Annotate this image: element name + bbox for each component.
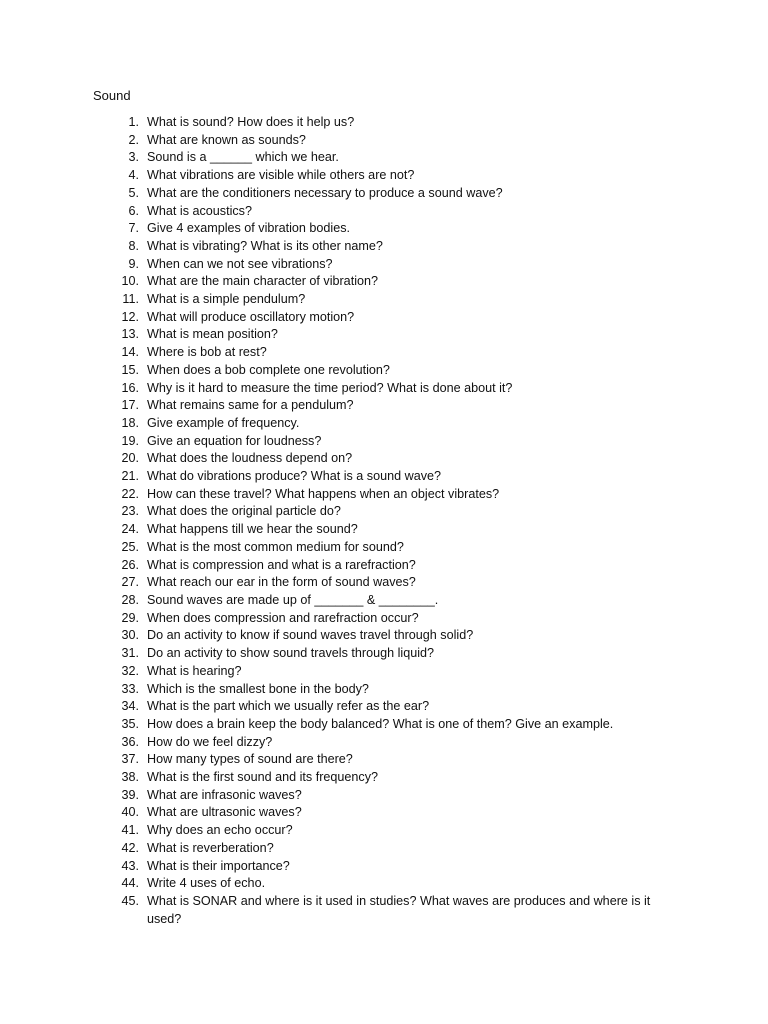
question-text: Do an activity to show sound travels through liquid? bbox=[147, 646, 435, 661]
question-number-label: 8. bbox=[128, 238, 139, 253]
question-number bbox=[93, 291, 139, 309]
question-number-label: 3. bbox=[128, 150, 139, 165]
question-text: What vibrations are visible while others are not? bbox=[147, 168, 415, 183]
question-number-label: 20. bbox=[121, 451, 139, 466]
question-number bbox=[93, 734, 139, 752]
question-number bbox=[93, 592, 139, 610]
question-number-label: 22. bbox=[121, 486, 139, 501]
question-item bbox=[93, 769, 663, 787]
question-number bbox=[93, 220, 139, 238]
question-item bbox=[93, 592, 663, 610]
question-text: What does the original particle do? bbox=[147, 504, 341, 519]
question-number-label: 34. bbox=[121, 699, 139, 714]
question-item bbox=[93, 114, 663, 132]
question-item bbox=[93, 645, 663, 663]
question-text: What do vibrations produce? What is a sound wave? bbox=[147, 469, 442, 484]
question-item bbox=[93, 627, 663, 645]
question-number bbox=[93, 645, 139, 663]
question-text: Where is bob at rest? bbox=[147, 345, 267, 360]
question-text: How many types of sound are there? bbox=[147, 752, 353, 767]
question-number-label: 24. bbox=[121, 522, 139, 537]
question-number bbox=[93, 238, 139, 256]
question-number-label: 25. bbox=[121, 539, 139, 554]
question-number bbox=[93, 787, 139, 805]
question-item bbox=[93, 840, 663, 858]
question-text: What is reverberation? bbox=[147, 840, 274, 855]
question-number bbox=[93, 415, 139, 433]
question-item bbox=[93, 203, 663, 221]
question-number-label: 37. bbox=[121, 752, 139, 767]
question-text: Why is it hard to measure the time period? What is done about it? bbox=[147, 380, 513, 395]
question-text: What will produce oscillatory motion? bbox=[147, 309, 355, 324]
question-number-label: 9. bbox=[128, 256, 139, 271]
question-item bbox=[93, 521, 663, 539]
question-item bbox=[93, 858, 663, 876]
question-text: What are the conditioners necessary to produce a sound wave? bbox=[147, 185, 503, 200]
question-number-label: 13. bbox=[121, 327, 139, 342]
question-number-label: 18. bbox=[121, 415, 139, 430]
question-text: Give an equation for loudness? bbox=[147, 433, 322, 448]
question-number bbox=[93, 273, 139, 291]
question-number bbox=[93, 681, 139, 699]
question-text: What remains same for a pendulum? bbox=[147, 398, 354, 413]
question-number-label: 7. bbox=[128, 221, 139, 236]
question-number-label: 31. bbox=[121, 646, 139, 661]
question-item bbox=[93, 751, 663, 769]
question-number-label: 11. bbox=[122, 292, 139, 307]
question-item bbox=[93, 380, 663, 398]
question-item bbox=[93, 681, 663, 699]
question-text: Do an activity to know if sound waves travel through solid? bbox=[147, 628, 474, 643]
question-number bbox=[93, 256, 139, 274]
question-text: How does a brain keep the body balanced? What is one of them? Give an example. bbox=[147, 716, 614, 731]
question-item bbox=[93, 503, 663, 521]
question-text: When does compression and rarefraction occur? bbox=[147, 610, 419, 625]
question-number-label: 39. bbox=[121, 787, 139, 802]
question-text: What is their importance? bbox=[147, 858, 290, 873]
question-number-label: 2. bbox=[128, 132, 139, 147]
question-number bbox=[93, 486, 139, 504]
question-number-label: 19. bbox=[121, 433, 139, 448]
question-number-label: 38. bbox=[121, 770, 139, 785]
question-number bbox=[93, 875, 139, 893]
question-text: What is sound? How does it help us? bbox=[147, 115, 355, 129]
question-text: What is a simple pendulum? bbox=[147, 292, 306, 307]
question-item bbox=[93, 291, 663, 309]
question-item bbox=[93, 256, 663, 274]
question-number bbox=[93, 521, 139, 539]
question-number bbox=[93, 539, 139, 557]
question-number-label: 42. bbox=[121, 840, 139, 855]
question-item bbox=[93, 663, 663, 681]
question-text: What are ultrasonic waves? bbox=[147, 805, 302, 820]
question-item bbox=[93, 486, 663, 504]
question-item bbox=[93, 787, 663, 805]
question-number-label: 27. bbox=[121, 575, 139, 590]
question-number-label: 28. bbox=[121, 592, 139, 607]
question-number bbox=[93, 309, 139, 327]
question-number-label: 5. bbox=[128, 185, 139, 200]
question-number-label: 44. bbox=[121, 876, 139, 891]
question-number bbox=[93, 627, 139, 645]
question-item bbox=[93, 326, 663, 344]
question-item bbox=[93, 362, 663, 380]
question-number bbox=[93, 557, 139, 575]
question-text: What is the first sound and its frequency? bbox=[147, 770, 379, 785]
question-number-label: 15. bbox=[121, 362, 139, 377]
question-number-label: 41. bbox=[121, 823, 139, 838]
question-item bbox=[93, 716, 663, 734]
question-number bbox=[93, 893, 139, 928]
question-number-label: 16. bbox=[121, 380, 139, 395]
question-number-label: 40. bbox=[121, 805, 139, 820]
question-text: How do we feel dizzy? bbox=[147, 734, 273, 749]
question-text: What does the loudness depend on? bbox=[147, 451, 353, 466]
question-item bbox=[93, 734, 663, 752]
question-number-label: 10. bbox=[121, 274, 139, 289]
question-number bbox=[93, 167, 139, 185]
question-text: Give 4 examples of vibration bodies. bbox=[147, 221, 351, 236]
question-number-label: 43. bbox=[121, 858, 139, 873]
question-text: What is compression and what is a rarefraction? bbox=[147, 557, 416, 572]
question-text: When can we not see vibrations? bbox=[147, 256, 333, 271]
question-text: What is vibrating? What is its other name? bbox=[147, 238, 383, 253]
question-number bbox=[93, 203, 139, 221]
question-item bbox=[93, 344, 663, 362]
question-text: What are known as sounds? bbox=[147, 132, 306, 147]
question-item bbox=[93, 220, 663, 238]
question-number bbox=[93, 858, 139, 876]
question-text: Sound waves are made up of _______ & ________. bbox=[147, 592, 439, 607]
question-number bbox=[93, 326, 139, 344]
question-item bbox=[93, 893, 663, 928]
question-item bbox=[93, 132, 663, 150]
question-text: What is the part which we usually refer as the ear? bbox=[147, 699, 430, 714]
question-text: What reach our ear in the form of sound waves? bbox=[147, 575, 416, 590]
document-title: Sound bbox=[93, 88, 131, 103]
question-number bbox=[93, 716, 139, 734]
question-number bbox=[93, 362, 139, 380]
question-number-label: 6. bbox=[128, 203, 139, 218]
question-number bbox=[93, 397, 139, 415]
question-item bbox=[93, 468, 663, 486]
question-item bbox=[93, 415, 663, 433]
question-number-label: 30. bbox=[121, 628, 139, 643]
question-item bbox=[93, 557, 663, 575]
question-number-label: 23. bbox=[121, 504, 139, 519]
question-number bbox=[93, 663, 139, 681]
question-list bbox=[93, 114, 663, 928]
question-number bbox=[93, 114, 139, 132]
question-number-label: 12. bbox=[121, 309, 139, 324]
question-number-label: 4. bbox=[128, 168, 139, 183]
question-text: Why does an echo occur? bbox=[147, 823, 293, 838]
question-number-label: 26. bbox=[121, 557, 139, 572]
question-number bbox=[93, 503, 139, 521]
question-item bbox=[93, 610, 663, 628]
question-item bbox=[93, 698, 663, 716]
question-text: When does a bob complete one revolution? bbox=[147, 362, 390, 377]
question-text: Give example of frequency. bbox=[147, 415, 300, 430]
question-text: What happens till we hear the sound? bbox=[147, 522, 358, 537]
question-number bbox=[93, 468, 139, 486]
question-number-label: 32. bbox=[121, 663, 139, 678]
question-text: What is acoustics? bbox=[147, 203, 252, 218]
question-text: Which is the smallest bone in the body? bbox=[147, 681, 369, 696]
question-text: What are infrasonic waves? bbox=[147, 787, 302, 802]
question-item bbox=[93, 822, 663, 840]
question-number-label: 21. bbox=[121, 469, 139, 484]
question-number bbox=[93, 132, 139, 150]
question-number-label: 35. bbox=[121, 716, 139, 731]
question-number bbox=[93, 574, 139, 592]
question-text: How can these travel? What happens when an object vibrates? bbox=[147, 486, 500, 501]
question-number bbox=[93, 822, 139, 840]
question-number bbox=[93, 751, 139, 769]
question-number bbox=[93, 185, 139, 203]
question-number-label: 17. bbox=[121, 398, 139, 413]
question-item bbox=[93, 574, 663, 592]
question-number bbox=[93, 804, 139, 822]
question-number bbox=[93, 769, 139, 787]
question-item bbox=[93, 433, 663, 451]
question-text: Sound is a ______ which we hear. bbox=[147, 150, 339, 165]
question-item bbox=[93, 238, 663, 256]
question-item bbox=[93, 804, 663, 822]
question-number-label: 33. bbox=[121, 681, 139, 696]
question-number bbox=[93, 840, 139, 858]
question-item bbox=[93, 309, 663, 327]
question-number bbox=[93, 149, 139, 167]
question-item bbox=[93, 875, 663, 893]
question-number bbox=[93, 610, 139, 628]
question-item bbox=[93, 450, 663, 468]
question-number bbox=[93, 433, 139, 451]
question-number bbox=[93, 450, 139, 468]
question-item bbox=[93, 149, 663, 167]
question-number bbox=[93, 698, 139, 716]
question-item bbox=[93, 397, 663, 415]
question-item bbox=[93, 539, 663, 557]
question-number-label: 36. bbox=[121, 734, 139, 749]
question-text: What is SONAR and where is it used in studies? What waves are produces and where is it used? bbox=[147, 893, 651, 926]
question-item bbox=[93, 185, 663, 203]
question-text: What are the main character of vibration? bbox=[147, 274, 378, 289]
question-item bbox=[93, 167, 663, 185]
question-number-label: 45. bbox=[121, 893, 139, 908]
question-text: What is the most common medium for sound? bbox=[147, 539, 404, 554]
question-text: Write 4 uses of echo. bbox=[147, 876, 266, 891]
question-number bbox=[93, 344, 139, 362]
question-text: What is hearing? bbox=[147, 663, 242, 678]
question-number bbox=[93, 380, 139, 398]
question-item bbox=[93, 273, 663, 291]
question-number-label: 29. bbox=[121, 610, 139, 625]
question-text: What is mean position? bbox=[147, 327, 278, 342]
question-number-label: 14. bbox=[121, 345, 139, 360]
question-number-label: 1. bbox=[128, 115, 139, 129]
